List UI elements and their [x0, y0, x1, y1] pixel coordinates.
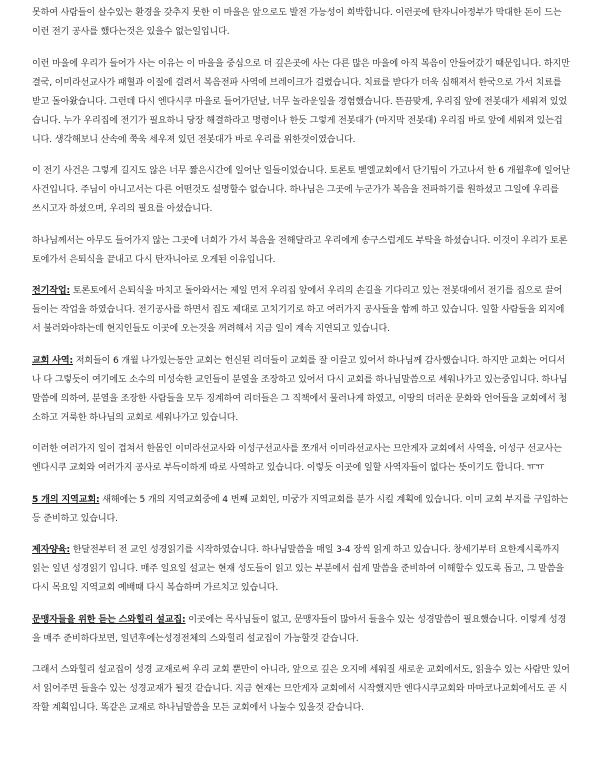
paragraph-sermon-textbook	[32, 661, 570, 718]
paragraph-text: 새해에는 5 개의 지역교회중에 4 번째 교회인, 미궁가 지역교회를 분가 시킬 계획에 있습니다. 이미 교회 부지를 구입하는등 준비하고 있습니다.	[32, 494, 569, 524]
paragraph-electricity-event	[32, 162, 570, 219]
paragraph-text: 한달전부터 전 교인 성경읽기를 시작하였습니다. 하나님말씀을 매일 3-4 장씩 읽게 하고 있습니다. 창세기부터 요한계시록까지 읽는 일년 성경읽기 입니다. 매주 일요일 설교는 현재 성도들이 읽고 있는 부분에서 쉽게 말씀을 준비하여 이해할수 있도록 돕고, 그 말씀을 다시 목요일 지역교회 예배때 다시 복습하며 가르치고 있습니다.	[32, 545, 564, 593]
paragraph-intro-continued	[32, 4, 570, 42]
paragraph-text: 토론토에서 은퇴식을 마치고 돌아와서는 제일 먼저 우리집 앞에서 우리의 손길을 기다리고 있는 전봇대에서 전기를 집으로 끌어들이는 작업을 하였습니다. 전기공사를 하면서 집도 제대로 고치기기로 하고 여러가지 공사들을 함께 하고 있습니다. 일할 사람들을 외지에서 불러와야하는데 현지인들도 이곳에 오는것을 꺼려해서 지금 일이 계속 지연되고 있습니다.	[32, 286, 565, 334]
paragraph-text: 이 전기 사건은 그렇게 길지도 않은 너무 짧은시간에 일어난 일들이었습니다. 토론토 벧엘교회에서 단기팀이 가고나서 한 6 개월후에 일어난 사건입니다. 주님이 아니고서는 다른 어떤것도 설명할수 없습니다. 하나님은 그곳에 누군가가 복음을 전파하기를 원하셨고 그일에 우리를 쓰시고자 하셨으며, 우리의 필요를 아셨습니다.	[32, 166, 570, 214]
paragraph-village-reason	[32, 55, 570, 150]
section-heading: 문맹자들을 위한 듣는 스와힐리 설교집:	[32, 614, 186, 625]
section-heading: 전기작업:	[32, 286, 70, 296]
paragraph-five-local-churches	[32, 491, 570, 529]
paragraph-text: 이곳에는 목사님들이 없고, 문맹자들이 많아서 들을수 있는 성경말씀이 필요했습니다. 이렇게 성경을 매주 준비하다보면, 일년후에는성경전체의 스와힐리 설교집이 가능할것 같습니다.	[32, 614, 567, 644]
paragraph-text: 저희들이 6 개월 나가있는동안 교회는 헌신된 리더들이 교회를 잘 이끌고 있어서 하나님께 감사했습니다. 하지만 교회는 어디서나 다 그렇듯이 여기에도 소수의 미성숙한 교인들이 분열을 조장하고 있어서 다시 교회를 하나님말씀으로 세워나가고 있는중입니다. 하나님말씀에 의하여, 분열을 조장한 사람들을 모두 징계하여 리더들은 그 직책에서 물러나게 하였고, 이땅의 더러운 문화와 언어들을 교회에서 청소하고 거룩한 하나님의 교회로 세워나가고 있습니다.	[32, 355, 568, 423]
paragraph-electrical-work	[32, 282, 570, 339]
paragraph-church-ministry	[32, 352, 570, 428]
section-heading: 교회 사역:	[32, 355, 74, 366]
paragraph-text: 이러한 여러가지 일이 겹쳐서 한몸인 이미라선교사와 이성구선교사를 쪼개서 이미라선교사는 므안게자 교회에서 사역을, 이성구 선교사는 엔다시쿠 교회와 여러가지 공사로 부득이하게 따로 사역하고 있습니다. 이렇듯 이곳에 일할 사역자들이 없다는 뜻이기도 합니다. ㅠㅠ	[32, 444, 562, 473]
paragraph-text: 이런 마을에 우리가 들어가 사는 이유는 이 마을을 중심으로 더 깊은곳에 사는 다른 많은 마을에 아직 복음이 안들어갔기 때문입니다. 하지만 결국, 이미라선교사가 패혈과 이질에 걸려서 복음전파 사역에 브레이크가 걸렸습니다. 치료를 받다가 더욱 심해져서 한국으로 가서 치료를 받고 돌아왔습니다. 그런데 다시 엔다시쿠 마을로 들어가던날, 너무 놀라운일을 경험했습니다. 뜬끔맞게, 우리집 앞에 전봇대가 세워져 있었습니다. 누가 우리집에 전기가 필요하니 당장 해결하라고 명령이나 한듯 그렇게 전봇대가 (마지막 전봇대) 우리집 바로 앞에 세워져 있는겁니다. 생각해보니 산속에 쭉욱 세우져 있던 전봇대가 바로 우리를 위한것이였습니다.	[32, 58, 570, 145]
section-heading: 5 개의 지역교회:	[32, 494, 100, 505]
paragraph-discipleship	[32, 541, 570, 598]
paragraph-separate-ministry	[32, 440, 570, 478]
paragraph-return-reason	[32, 232, 570, 270]
paragraph-text: 못하여 사람들이 살수있는 환경을 갖추지 못한 이 마을은 앞으로도 발전 가능성이 희박합니다. 이런곳에 탄자니아정부가 막대한 돈이 드는 이런 전기 공사를 했다는것은 있을수 없는일입니다.	[32, 8, 562, 37]
section-heading: 제자양육:	[32, 545, 70, 555]
paragraph-text: 그래서 스와힐리 설교집이 성경 교재로써 우리 교회 뿐만이 아니라, 앞으로 깊은 오지에 세워질 새로운 교회에서도, 읽을수 있는 사람만 있어서 읽어주면 들을수 있는 성경교재가 될것 같습니다. 지금 현재는 므안게자 교회에서 시작했지만 엔다시쿠교회와 마마코나교회에서도 곧 시작할 계획입니다. 똑같은 교재로 하나님말씀을 모든 교회에서 나눌수 있을것 같습니다.	[32, 665, 570, 713]
paragraph-text: 하나님께서는 아무도 들어가지 않는 그곳에 너희가 가서 복음을 전해달라고 우리에게 송구스럽게도 부탁을 하셨습니다. 이것이 우리가 토론토에가서 은퇴식을 끝내고 다시 탄자니아로 오게된 이유입니다.	[32, 235, 568, 265]
paragraph-audio-sermons	[32, 611, 570, 649]
